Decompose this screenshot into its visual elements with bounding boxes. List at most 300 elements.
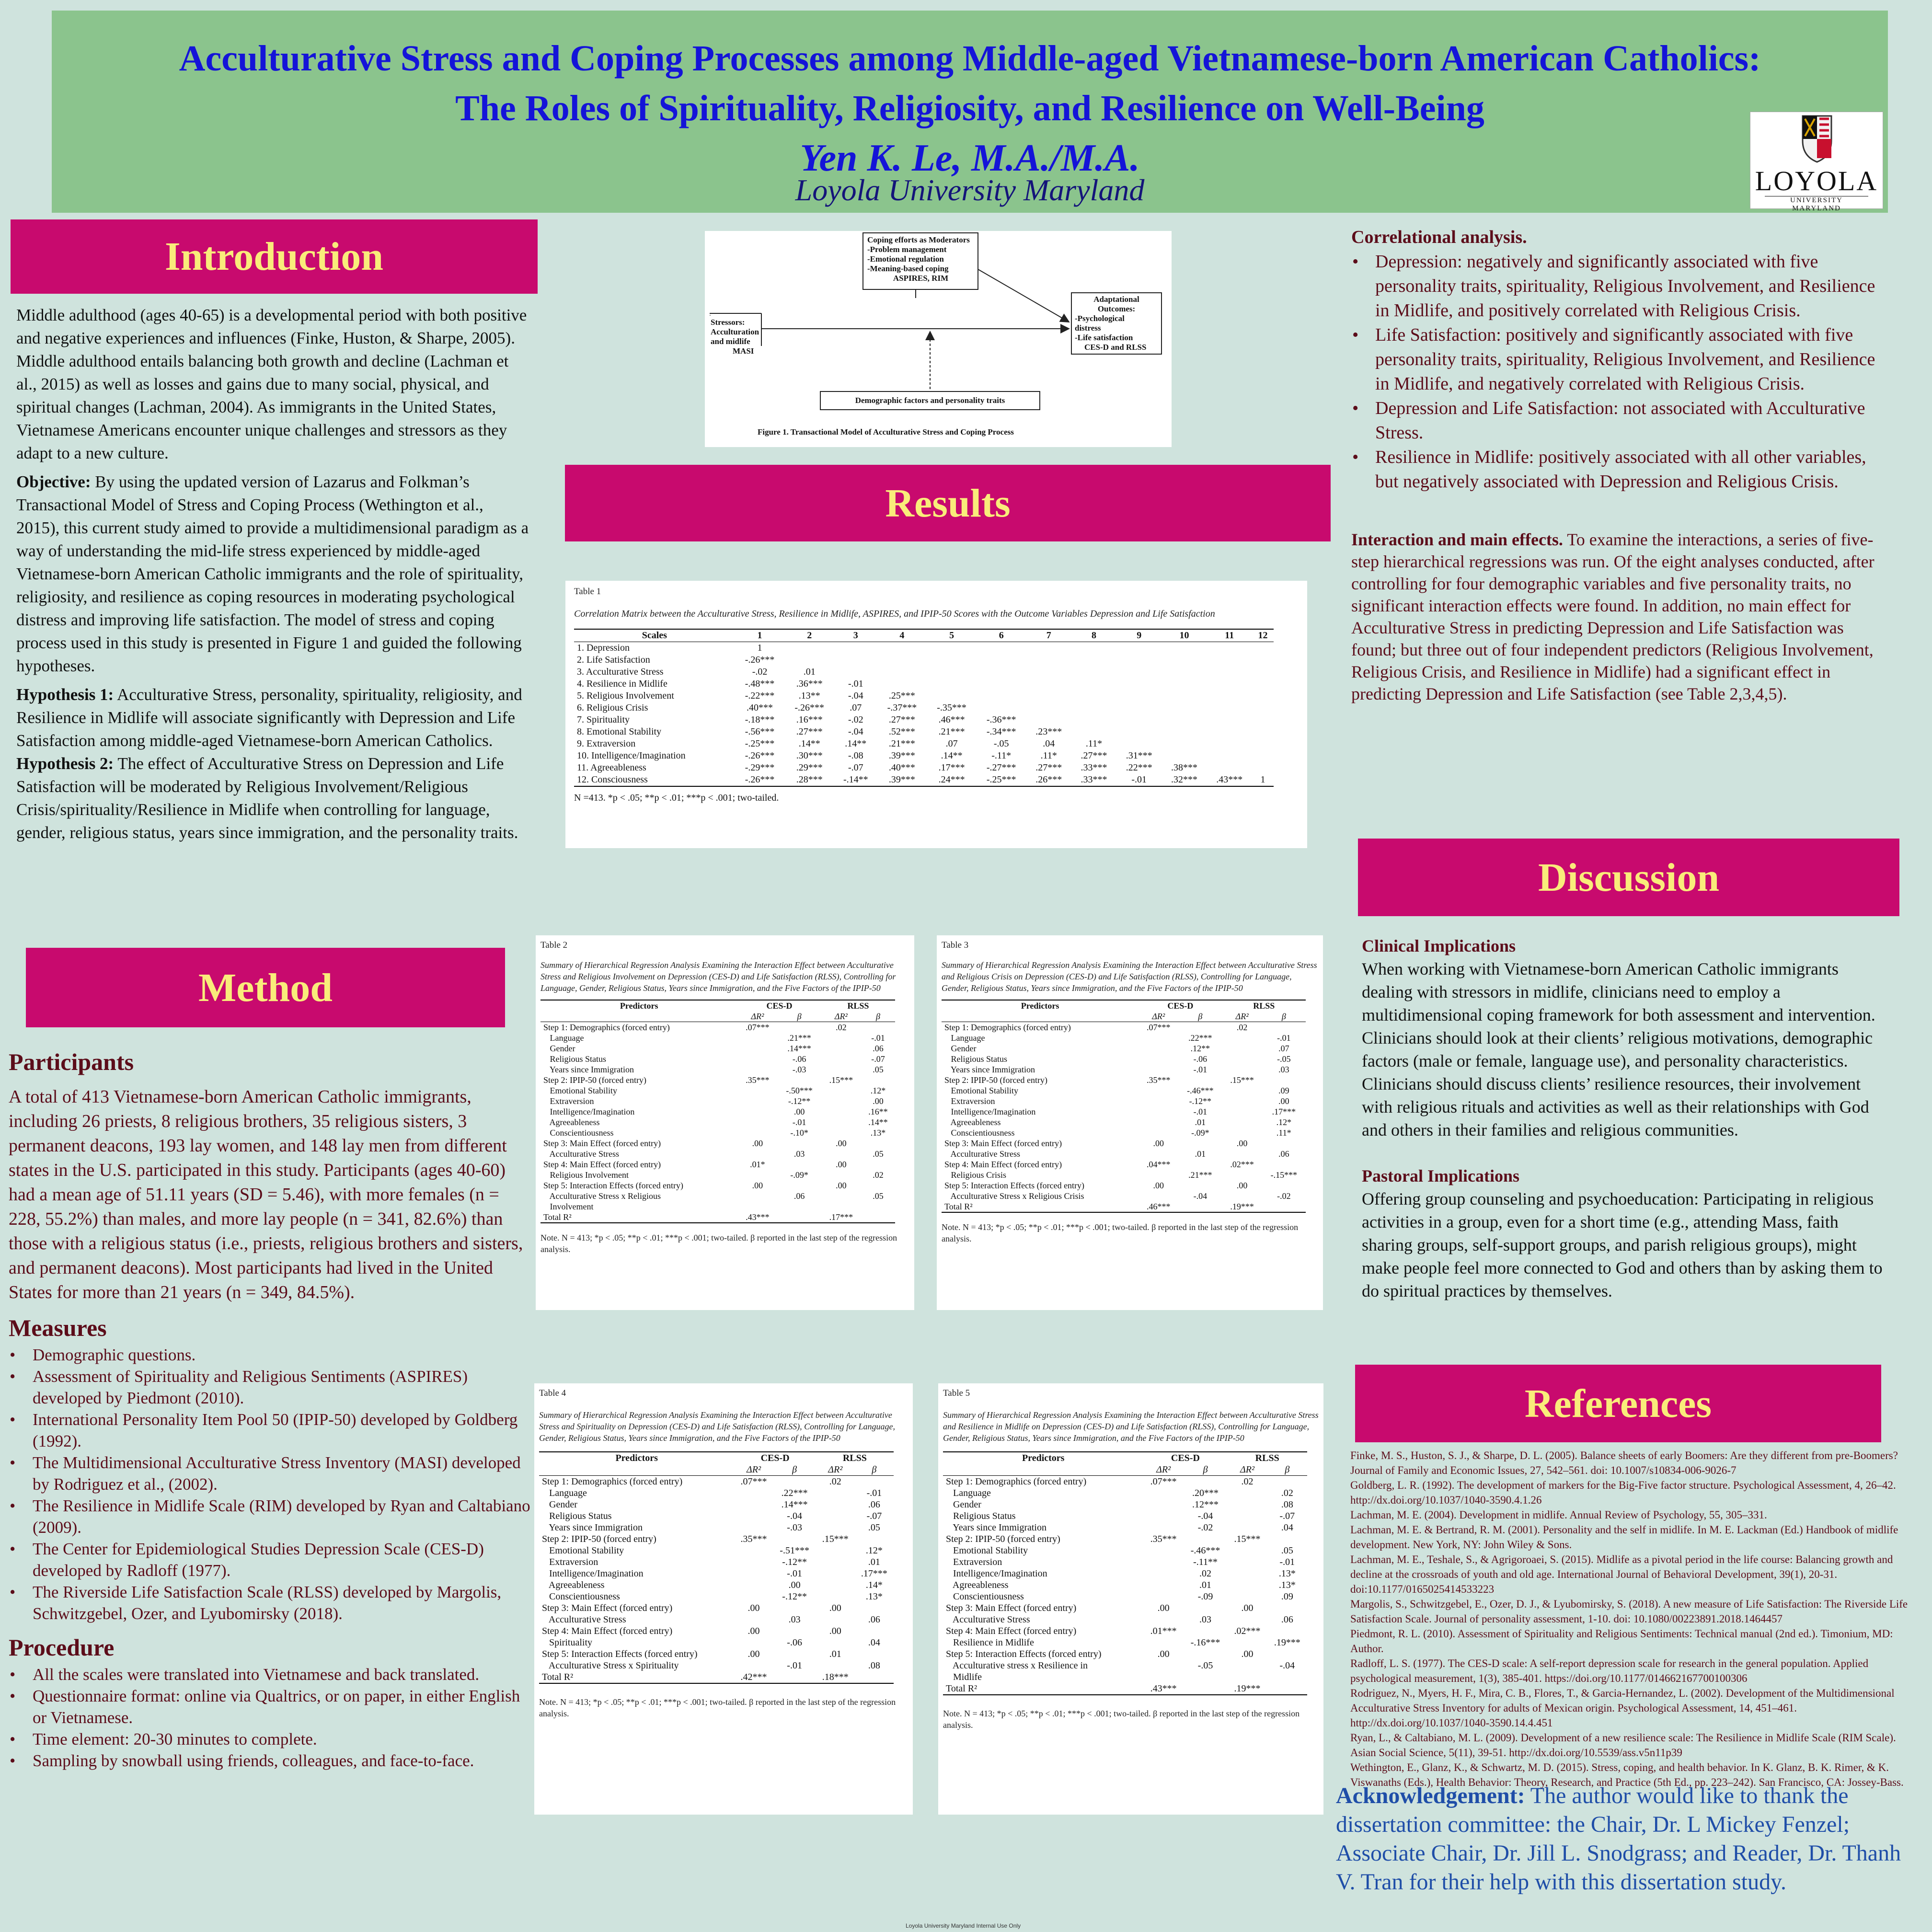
table-subheader-cell: ΔR²	[1152, 1012, 1165, 1021]
table-cell: .24***	[938, 774, 965, 785]
table-cell: 11. Agreeableness	[577, 762, 646, 773]
reference-item: Ryan, L., & Caltabiano, M. L. (2009). Development of a new resilience scale: The Resilience in Midlife Scale (RIM Scale). Asian Social Science, 5(11), 39-51. http://dx.doi.org/10.5539/ass.v5n11p39	[1350, 1732, 1896, 1759]
table-cell	[1138, 1191, 1178, 1201]
fig-text: -Problem management	[867, 245, 947, 254]
table-cell	[1222, 1106, 1262, 1117]
table-cell	[773, 1476, 816, 1488]
table-cell: Intelligence/Imagination	[946, 1568, 1047, 1579]
table-cell	[734, 1522, 773, 1533]
table-cell: .13*	[1278, 1580, 1296, 1590]
fig-text: MASI	[733, 346, 754, 356]
pastoral-text: Offering group counseling and psychoeducation: Participating in religious activities in a group, even for a short time (e.g., attending Mass, faith sharing groups, self-support groups, and parish religious groups), might make people feel more connected to God and others than by asking them to do spiritual practices by themselves.	[1362, 1189, 1883, 1300]
table-cell	[1262, 1180, 1306, 1191]
table-cell	[734, 1637, 773, 1648]
table-cell: -.01	[1279, 1557, 1295, 1567]
table-cell: .06	[868, 1499, 880, 1510]
table-cell: Years since Immigration	[543, 1065, 634, 1074]
table-cell: Extraversion	[542, 1557, 598, 1567]
table-cell: -.26***	[794, 702, 825, 713]
table-cell	[1138, 1033, 1178, 1043]
clinical-heading: Clinical Implications	[1362, 936, 1516, 955]
table-cell: .01***	[1150, 1626, 1177, 1636]
table-cell	[734, 1568, 773, 1579]
table-cell	[1116, 642, 1162, 655]
fig-text: Coping efforts as Moderators	[867, 235, 970, 244]
table-cell	[1071, 726, 1116, 738]
table-cell: .08	[868, 1660, 880, 1671]
correlation-table	[574, 629, 1274, 787]
table-cell: Step 5: Interaction Effects (forced entry)	[944, 1181, 1085, 1190]
table-cell: Conscientiousness	[543, 1128, 614, 1138]
table-cell: -.07	[866, 1511, 882, 1521]
table-cell: -.26***	[745, 774, 775, 785]
list-item: • The Resilience in Midlife Scale (RIM) developed by Ryan and Caltabiano (2009).	[9, 1495, 531, 1538]
table-cell: 9. Extraversion	[577, 738, 636, 749]
table-cell: -.05	[1277, 1054, 1291, 1064]
table-cell: .19***	[1274, 1637, 1300, 1648]
table-cell: .12***	[1192, 1499, 1219, 1510]
table-row	[942, 1201, 1306, 1212]
table-cell	[1227, 1591, 1267, 1602]
table-subheader-cell: β	[1285, 1464, 1290, 1475]
table-cell: Acculturative Stress x Spirituality	[542, 1660, 679, 1671]
table-cell: Language	[946, 1488, 991, 1498]
table-cell	[1252, 642, 1274, 655]
table-cell	[1227, 1637, 1267, 1648]
table-cell	[773, 1671, 816, 1683]
table-row	[574, 714, 1274, 726]
table-cell	[834, 642, 877, 655]
table-cell	[1207, 762, 1252, 774]
table-row	[540, 1212, 895, 1223]
figure-arrows	[705, 231, 1172, 447]
table-cell: -.01	[787, 1660, 802, 1671]
table-cell	[1162, 738, 1207, 750]
table-cell: .46***	[1146, 1202, 1171, 1211]
table-cell	[861, 1180, 895, 1191]
table-cell	[734, 1499, 773, 1510]
table-row	[540, 1159, 895, 1170]
table-cell	[1138, 1127, 1178, 1138]
table-cell	[1222, 1170, 1262, 1180]
table-header-cell: 11	[1225, 630, 1234, 641]
table-subheader-cell: ΔR²	[1240, 1464, 1254, 1475]
table-cell	[1262, 1138, 1306, 1149]
fig-text: and midlife	[711, 337, 750, 346]
table-cell: .11*	[1276, 1128, 1291, 1138]
table-cell: Resilience in Midlife	[946, 1637, 1034, 1648]
hypothesis-1-label: Hypothesis 1:	[16, 685, 114, 704]
table-cell: .35***	[740, 1534, 767, 1544]
table-cell	[1116, 678, 1162, 690]
table-cell: Acculturative Stress	[542, 1614, 626, 1625]
table-row	[943, 1625, 1307, 1637]
table-cell	[977, 702, 1026, 714]
procedure-heading: Procedure	[9, 1634, 115, 1661]
table-cell: .04***	[1146, 1160, 1171, 1169]
table-cell	[927, 654, 977, 666]
table-row	[540, 1022, 895, 1033]
table-cell: .07	[945, 738, 958, 749]
table-cell	[1138, 1043, 1178, 1054]
table-row	[942, 1191, 1306, 1201]
table-cell	[1222, 1043, 1262, 1054]
table-cell	[977, 642, 1026, 655]
table-cell: -.01	[866, 1488, 882, 1498]
references-heading: References	[1355, 1365, 1881, 1442]
table-cell: .18***	[822, 1672, 849, 1682]
table-cell	[1267, 1602, 1307, 1614]
table-cell: -.14**	[843, 774, 868, 785]
table-cell	[734, 1487, 773, 1499]
list-item: • Time element: 20-30 minutes to complete.	[9, 1728, 531, 1750]
hypothesis-2-label: Hypothesis 2:	[16, 754, 114, 773]
table-cell	[777, 1201, 821, 1212]
table-cell: .00	[1236, 1181, 1248, 1190]
table-cell: Step 1: Demographics (forced entry)	[944, 1023, 1071, 1032]
measures-heading: Measures	[9, 1314, 107, 1341]
table-row	[539, 1533, 894, 1545]
table-row	[574, 750, 1274, 762]
table-row	[943, 1660, 1307, 1671]
table-cell	[1116, 654, 1162, 666]
table-cell: .46***	[938, 714, 965, 725]
table-row	[574, 678, 1274, 690]
table-cell: -.04	[1197, 1511, 1213, 1521]
table-row	[540, 1170, 895, 1180]
table-cell	[734, 1510, 773, 1522]
table-cell	[816, 1487, 855, 1499]
table-cell: Step 1: Demographics (forced entry)	[542, 1476, 683, 1487]
table-cell	[861, 1159, 895, 1170]
table-cell: .00	[873, 1096, 884, 1106]
table-cell	[773, 1625, 816, 1637]
table-cell: .11*	[1040, 750, 1057, 761]
table-cell	[1138, 1085, 1178, 1096]
table-cell	[1071, 690, 1116, 702]
table-cell	[777, 1075, 821, 1085]
table-cell: .01	[868, 1557, 880, 1567]
table-cell: .40***	[747, 702, 773, 713]
table-cell	[855, 1625, 894, 1637]
table-cell	[1252, 762, 1274, 774]
table-row	[574, 774, 1274, 786]
table-row	[943, 1487, 1307, 1499]
table-header-cell: Predictors	[615, 1453, 658, 1463]
table-cell	[1207, 654, 1252, 666]
table-subheader-cell: ΔR²	[828, 1464, 843, 1475]
table-header-cell: Predictors	[1022, 1453, 1065, 1463]
table-row	[943, 1510, 1307, 1522]
table-row	[540, 1085, 895, 1096]
list-item: • Life Satisfaction: positively and significantly associated with five personality traits, spirituality, Religious Involvement, and Resilience in Midlife, and negatively correlated with Religious Crisis.	[1351, 323, 1883, 396]
table-cell: .00	[752, 1181, 763, 1190]
table-cell	[1026, 642, 1071, 655]
table-subheader-cell	[942, 1011, 1138, 1022]
table-row	[943, 1671, 1307, 1683]
table-cell	[737, 1096, 777, 1106]
table-row	[943, 1637, 1307, 1648]
table-cell: .14***	[787, 1044, 811, 1053]
table-row	[942, 1149, 1306, 1159]
table-cell	[927, 678, 977, 690]
table-cell	[784, 654, 834, 666]
introduction-heading: Introduction	[11, 219, 538, 294]
table-cell	[1222, 1096, 1262, 1106]
table-cell: .07	[850, 702, 862, 713]
table-cell: .27***	[1035, 762, 1062, 773]
table-header-cell: CES-D	[1167, 1001, 1194, 1011]
table-cell: .35***	[746, 1075, 770, 1085]
fig-text: CES-D and RLSS	[1084, 343, 1147, 352]
table-row	[574, 726, 1274, 738]
table-cell: .05	[873, 1149, 884, 1159]
table-cell	[734, 1579, 773, 1591]
table-cell	[1162, 690, 1207, 702]
table-cell	[1071, 666, 1116, 678]
reference-item: Margolis, S., Schwitzgebel, E., Ozer, D. J., & Lyubomirsky, S. (2018). A new measure of Life Satisfaction: The Riverside Life Satisfaction Scale. Journal of personality assessment, 1-10. doi: 10.1080/00223891.2018.1464457	[1350, 1598, 1908, 1625]
table-cell: Religious Status	[542, 1511, 612, 1521]
table-cell	[1184, 1625, 1228, 1637]
table-cell	[977, 678, 1026, 690]
table-cell: Language	[543, 1033, 584, 1043]
table-cell	[777, 1180, 821, 1191]
table-cell	[1267, 1648, 1307, 1660]
table-cell: -.12**	[1189, 1096, 1212, 1106]
table-cell: .13*	[865, 1591, 883, 1602]
results-text	[1351, 225, 1883, 705]
table-cell: -.04	[787, 1511, 802, 1521]
table-cell: .17***	[829, 1212, 853, 1222]
table-cell	[1227, 1487, 1267, 1499]
reference-item: Finke, M. S., Huston, S. J., & Sharpe, D. L. (2005). Balance sheets of early Boomers: Are they different from pre-Boomers? Journal of Family and Economic Issues, 27, 542–561. doi: 10.1007/s10834-006-9026-7	[1350, 1449, 1898, 1476]
table-cell	[877, 654, 927, 666]
table-cell	[737, 1170, 777, 1180]
table-cell: .04	[868, 1637, 880, 1648]
table-cell: -.46***	[1190, 1545, 1220, 1556]
table-cell	[1222, 1033, 1262, 1043]
table-cell: .05	[873, 1191, 884, 1201]
table-cell: .00	[748, 1649, 760, 1659]
table-cell: .33***	[1081, 774, 1107, 785]
table-cell: .23***	[1035, 726, 1062, 737]
table-header-cell: 4	[899, 630, 905, 641]
table-cell	[1227, 1660, 1267, 1671]
table-cell: .21***	[787, 1033, 811, 1043]
table-cell: Years since Immigration	[946, 1522, 1046, 1533]
table-cell	[816, 1614, 855, 1625]
table-cell: -.02	[1197, 1522, 1213, 1533]
regression-table-2	[540, 1000, 895, 1223]
table-subheader-cell: β	[797, 1012, 802, 1021]
table-cell: Step 3: Main Effect (forced entry)	[542, 1603, 673, 1613]
table-cell: .15***	[822, 1534, 849, 1544]
table-cell: Years since Immigration	[542, 1522, 643, 1533]
table-cell	[1071, 678, 1116, 690]
table-cell: -.27***	[986, 762, 1016, 773]
shield-icon	[1750, 112, 1884, 165]
fig-text: -Meaning-based coping	[867, 264, 949, 273]
table-cell: .06	[873, 1044, 884, 1053]
table-cell	[821, 1106, 861, 1117]
table-cell	[821, 1085, 861, 1096]
table-row	[942, 1085, 1306, 1096]
table-cell: .42***	[740, 1672, 767, 1682]
table-cell: Total R²	[542, 1672, 574, 1682]
table-cell: .00	[836, 1181, 847, 1190]
table-cell	[834, 654, 877, 666]
table-header-cell: 6	[999, 630, 1004, 641]
table-cell: .32***	[1171, 774, 1197, 785]
table-cell: -.02	[848, 714, 863, 725]
table-cell	[861, 1075, 895, 1085]
hypothesis-2	[16, 752, 530, 844]
table-cell: Gender	[944, 1044, 977, 1053]
title-line-2: The Roles of Spirituality, Religiosity, and Resilience on Well-Being	[455, 88, 1484, 128]
table-cell	[1262, 1159, 1306, 1170]
table-cell	[1252, 654, 1274, 666]
table-cell	[737, 1106, 777, 1117]
table-cell: -.01	[792, 1117, 806, 1127]
table-row	[942, 1117, 1306, 1127]
table-cell: .03	[1199, 1614, 1212, 1625]
table-cell	[1227, 1522, 1267, 1533]
table-cell	[1178, 1022, 1222, 1033]
table-row	[574, 762, 1274, 774]
table-cell: Agreeableness	[944, 1117, 1001, 1127]
table-cell: -.06	[787, 1637, 802, 1648]
table-cell	[1138, 1170, 1178, 1180]
table-row	[943, 1683, 1307, 1695]
table-cell: 10. Intelligence/Imagination	[577, 750, 686, 761]
table-cell: .43***	[1216, 774, 1243, 785]
table-row	[539, 1648, 894, 1660]
list-item: • The Multidimensional Acculturative Stress Inventory (MASI) developed by Rodriguez et al., (2002).	[9, 1452, 531, 1495]
table-cell: -.25***	[745, 738, 775, 749]
table-cell	[1267, 1671, 1307, 1683]
table-row	[942, 1138, 1306, 1149]
table-cell	[816, 1568, 855, 1579]
table-cell: .00	[1153, 1181, 1164, 1190]
table-cell: Language	[542, 1488, 587, 1498]
table-cell	[1026, 678, 1071, 690]
table-cell: Religious Status	[543, 1054, 607, 1064]
table-cell	[734, 1556, 773, 1568]
discussion-heading: Discussion	[1358, 839, 1899, 916]
table-cell	[1222, 1149, 1262, 1159]
table-row	[574, 690, 1274, 702]
list-item: • Questionnaire format: online via Qualtrics, or on paper, in either English or Vietnamese.	[9, 1685, 531, 1728]
table-cell: .00	[748, 1603, 760, 1613]
table-cell	[737, 1149, 777, 1159]
table-cell	[821, 1201, 861, 1212]
table-cell: -.15***	[1270, 1170, 1298, 1180]
table-cell	[977, 690, 1026, 702]
table-cell: 12. Consciousness	[577, 774, 648, 785]
table-cell	[1116, 726, 1162, 738]
table-cell: .12*	[865, 1545, 883, 1556]
fig-text: -Emotional regulation	[867, 254, 944, 264]
table-cell: Step 4: Main Effect (forced entry)	[542, 1626, 673, 1636]
table-row	[942, 1075, 1306, 1085]
table-header-cell: RLSS	[1253, 1001, 1275, 1011]
table-cell	[1143, 1614, 1183, 1625]
table-cell: .00	[836, 1138, 847, 1148]
table-3-note: Note. N = 413; *p < .05; **p < .01; ***p < .001; two-tailed. β reported in the last step of the regression analysis.	[942, 1222, 1299, 1243]
table-cell	[1207, 642, 1252, 655]
table-cell: .00	[1278, 1096, 1289, 1106]
table-cell	[1162, 726, 1207, 738]
table-cell: .17***	[861, 1568, 887, 1579]
table-cell: -.09*	[1191, 1128, 1209, 1138]
table-row	[540, 1096, 895, 1106]
table-row	[540, 1180, 895, 1191]
table-cell: Step 2: IPIP-50 (forced entry)	[542, 1534, 656, 1544]
table-4-note: Note. N = 413; *p < .05; **p < .01; ***p < .001; two-tailed. β reported in the last step of the regression analysis.	[539, 1697, 896, 1718]
table-5-caption: Summary of Hierarchical Regression Analysis Examining the Interaction Effect between Acculturative Stress and Resilience in Midlife on Depression (CES-D) and Life Satisfaction (RLSS), Controlling for Language, Gender, Religious Status, Years since Immigration, and the Five Factors of the IPIP-50	[943, 1410, 1319, 1443]
table-cell: .17***	[938, 762, 965, 773]
table-cell: -.16***	[1190, 1637, 1220, 1648]
fig-text: ASPIRES, RIM	[893, 274, 949, 283]
table-row	[574, 642, 1274, 655]
table-cell: 2. Life Satisfaction	[577, 655, 650, 665]
table-cell: .33***	[1081, 762, 1107, 773]
table-cell: Acculturative Stress x Religious Crisis	[944, 1191, 1084, 1201]
table-row	[540, 1043, 895, 1054]
table-cell	[1143, 1568, 1183, 1579]
table-cell: Step 4: Main Effect (forced entry)	[946, 1626, 1077, 1636]
table-cell: .19***	[1230, 1202, 1254, 1211]
table-cell: 8. Emotional Stability	[577, 726, 662, 737]
table-cell	[1252, 678, 1274, 690]
table-cell	[1143, 1522, 1183, 1533]
table-cell	[877, 666, 927, 678]
table-header-cell: Predictors	[1021, 1001, 1059, 1011]
table-subheader-cell: ΔR²	[834, 1012, 848, 1021]
table-cell: .02	[829, 1476, 841, 1487]
table-cell: Step 3: Main Effect (forced entry)	[543, 1138, 661, 1148]
table-cell: Step 3: Main Effect (forced entry)	[946, 1603, 1077, 1613]
table-cell: .02	[1281, 1488, 1293, 1498]
table-row	[943, 1533, 1307, 1545]
table-row	[539, 1499, 894, 1510]
table-cell: .06	[1281, 1614, 1293, 1625]
table-cell: .02	[873, 1170, 884, 1180]
table-cell: .19***	[1234, 1683, 1261, 1694]
table-cell	[1026, 690, 1071, 702]
table-cell: -.26***	[745, 655, 775, 665]
table-subheader-cell: β	[792, 1464, 797, 1475]
table-cell	[1184, 1602, 1228, 1614]
table-cell	[1178, 1159, 1222, 1170]
table-cell: .07***	[1150, 1476, 1177, 1487]
table-header-cell: RLSS	[842, 1453, 867, 1463]
table-cell	[1162, 654, 1207, 666]
table-cell	[861, 1138, 895, 1149]
table-row	[942, 1170, 1306, 1180]
table-row	[574, 702, 1274, 714]
table-cell	[1162, 750, 1207, 762]
reference-item: Rodriguez, N., Myers, H. F., Mira, C. B., Flores, T., & Garcia-Hernandez, L. (2002). Development of the Multidimensional Acculturative Stress Inventory for adults of Mexican origin. Psychological Assessment, 14, 451–461. http://dx.doi.org/10.1037/1040-3590.14.4.451	[1350, 1687, 1895, 1729]
list-item: • The Center for Epidemiological Studies Depression Scale (CES-D) developed by Radloff (1977).	[9, 1538, 531, 1581]
table-subheader-cell: ΔR²	[751, 1012, 764, 1021]
table-header-cell: Predictors	[620, 1001, 658, 1011]
table-cell: 1. Depression	[577, 643, 630, 653]
table-cell: Religious Status	[946, 1511, 1016, 1521]
table-cell	[734, 1545, 773, 1556]
table-row	[942, 1043, 1306, 1054]
table-cell	[737, 1054, 777, 1064]
